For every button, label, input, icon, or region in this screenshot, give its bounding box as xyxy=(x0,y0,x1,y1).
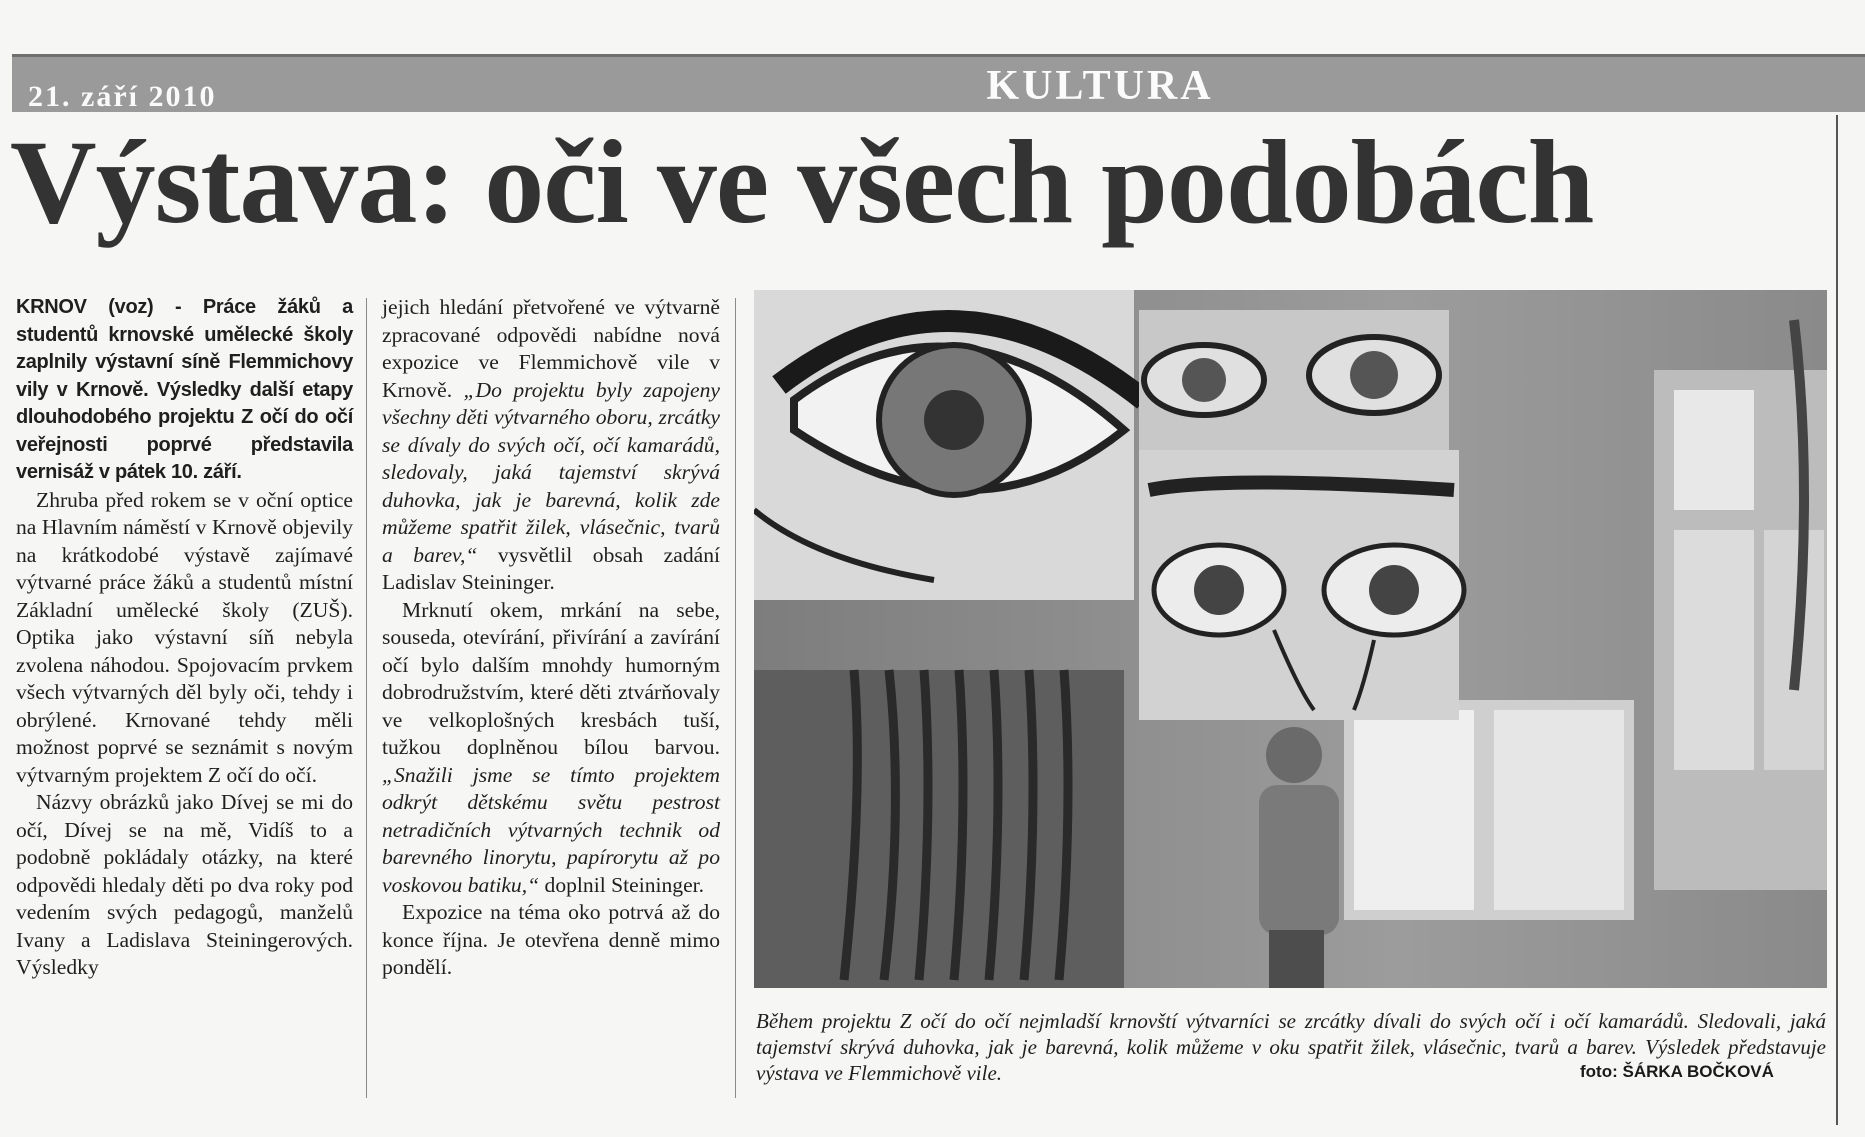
issue-date: 21. září 2010 xyxy=(28,80,217,113)
section-band xyxy=(12,54,1865,112)
quote-text: „Do projektu byly zapojeny všechny děti výtvarného oboru, zrcátky se dívaly do svých očí, očí kamarádů, sledovaly, jaká tajemství skrývá duhovka, jak je barevná, kolik zde můžeme spatřit žilek, vlásečnic, tvarů a barev,“ xyxy=(382,377,720,567)
article-paragraph xyxy=(382,597,720,900)
page-edge-rule xyxy=(1836,115,1838,1125)
paragraph-text: jejich hledání přetvořené ve výtvarně zpracované odpovědi nabídne nová expozice ve Flemmichově vile v Krnově. xyxy=(382,295,720,402)
article-paragraph xyxy=(382,294,720,597)
paragraph-text: vysvětlil obsah zadání Ladislav Steininger. xyxy=(382,542,720,594)
article-column-2 xyxy=(382,294,720,982)
article-photo xyxy=(754,290,1827,988)
article-column-1 xyxy=(16,294,353,982)
article-paragraph: Názvy obrázků jako Dívej se mi do očí, Dívej se na mě, Vidíš to a podobně pokládaly otázky, na které odpovědi hledaly děti po dva roky pod vedením svých pedagogů, manželů Ivany a Ladislava Steiningerových. Výsledky xyxy=(16,790,353,979)
section-title: KULTURA xyxy=(986,63,1214,109)
article-paragraph: Zhruba před rokem se v oční optice na Hlavním náměstí v Krnově objevily na krátkodobé výstavě zajímavé výtvarné práce žáků a studentů místní Základní umělecké školy (ZUŠ). Optika jako výstavní síň nebyla zvolena náhodou. Spojovacím prvkem všech výtvarných děl byly oči, tehdy i obrýlené. Krnované tehdy měli možnost poprvé se seznámit s novým výtvarným projektem Z očí do očí. xyxy=(16,487,353,787)
photo-illustration xyxy=(754,290,1827,988)
paragraph-text: Mrknutí okem, mrkání na sebe, souseda, otevírání, přivírání a zavírání očí bylo dalším mnohdy humorným dobrodružstvím, které děti ztvárňovaly ve velkoplošných kresbách tuší, tužkou doplněnou bílou barvou. xyxy=(382,597,720,759)
photo-credit: foto: ŠÁRKA BOČKOVÁ xyxy=(1580,1062,1774,1081)
paragraph-text: doplnil Steininger. xyxy=(539,872,705,897)
column-divider xyxy=(366,298,367,1098)
photo-caption: Během projektu Z očí do očí nejmladší krnovští výtvarníci se zrcátky dívali do svých očí i očí kamarádů. Sledovali, jaká tajemství skrývá duhovka, jak je barevná, kolik můžeme v oku spatřit žilek, vlásečnic, tvarů a barev. Výsledek představuje výstava ve Flemmichově vile. xyxy=(756,1009,1826,1085)
article-headline: Výstava: oči ve všech podobách xyxy=(10,115,1594,248)
column-divider xyxy=(735,298,736,1098)
article-paragraph: Expozice na téma oko potrvá až do konce října. Je otevřena denně mimo pondělí. xyxy=(382,900,720,979)
article-lead: KRNOV (voz) - Práce žáků a studentů krnovské umělecké školy zaplnily výstavní síně Flemmichovy vily v Krnově. Výsledky další etapy dlouhodobého projektu Z očí do očí veřejnosti poprvé představila vernisáž v pátek 10. září. xyxy=(16,296,353,483)
quote-text: „Snažili jsme se tímto projektem odkrýt dětskému světu pestrost netradičních výtvarných technik od barevného linorytu, papírorytu až po voskovou batiku,“ xyxy=(382,762,720,897)
